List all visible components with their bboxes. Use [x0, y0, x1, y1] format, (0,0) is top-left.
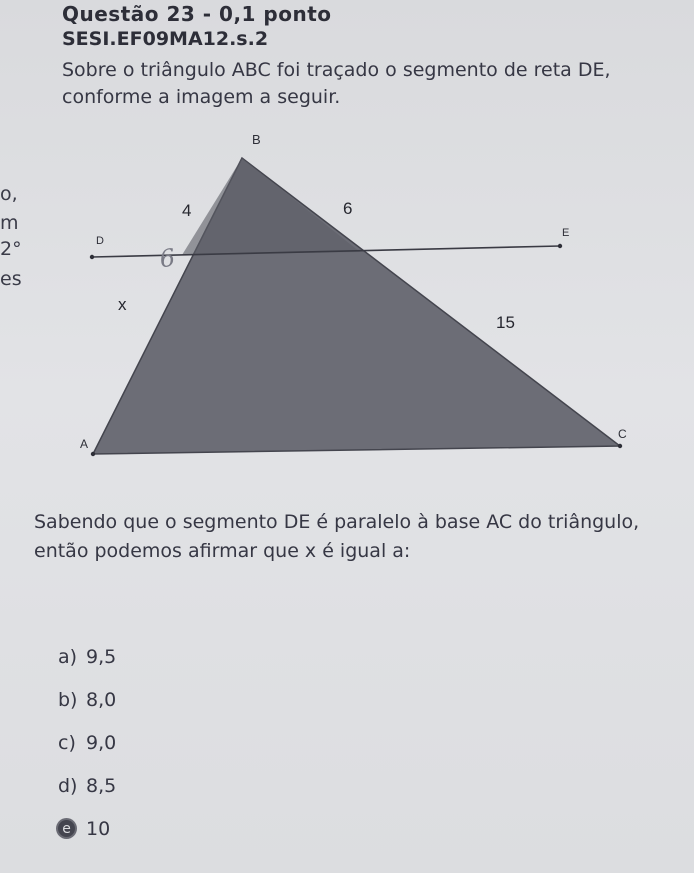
option-value: 10	[86, 817, 111, 840]
option-a[interactable]	[58, 635, 116, 678]
point-a	[91, 452, 95, 456]
option-b[interactable]	[58, 678, 116, 721]
option-letter: c)	[58, 731, 76, 754]
option-letter: d)	[58, 774, 78, 797]
label-d: D	[96, 235, 104, 247]
option-value: 9,5	[86, 645, 117, 668]
option-letter-marked: e	[58, 820, 75, 837]
option-d[interactable]	[58, 764, 116, 807]
answer-options	[58, 635, 116, 850]
option-value: 8,0	[86, 688, 117, 711]
question-prompt: Sabendo que o segmento DE é paralelo à base AC do triângulo, então podemos afirmar que x é igual a:	[34, 511, 640, 562]
label-c: C	[618, 427, 627, 441]
measure-ec: 15	[496, 313, 515, 332]
label-e: E	[562, 227, 570, 239]
skill-code: SESI.EF09MA12.s.2	[62, 28, 269, 50]
handwritten-annotation: 6	[157, 243, 177, 274]
intro-text: Sobre o triângulo ABC foi traçado o segmento de reta DE, conforme a imagem a seguir.	[62, 59, 611, 108]
measure-da: x	[118, 295, 127, 314]
point-d	[90, 255, 94, 259]
label-b: B	[252, 132, 261, 147]
option-value: 9,0	[86, 731, 117, 754]
option-letter: a)	[58, 645, 78, 668]
option-c[interactable]	[58, 721, 116, 764]
margin-fragment-1: o,	[0, 183, 18, 205]
margin-fragment-2: m	[0, 212, 19, 234]
margin-fragment-4: es	[0, 268, 22, 290]
option-letter: b)	[58, 688, 78, 711]
option-e-selected[interactable]	[58, 807, 116, 850]
triangle-figure	[0, 120, 694, 480]
measure-be: 6	[343, 199, 353, 218]
point-c	[618, 444, 622, 448]
question-title: Questão 23 - 0,1 ponto	[62, 2, 332, 26]
measure-bd: 4	[182, 201, 192, 220]
point-e	[558, 244, 562, 248]
label-a: A	[80, 437, 89, 451]
margin-fragment-3: 2°	[0, 238, 22, 260]
option-value: 8,5	[86, 774, 117, 797]
triangle-dbe-shade	[182, 158, 360, 255]
triangle-abc	[93, 158, 620, 454]
